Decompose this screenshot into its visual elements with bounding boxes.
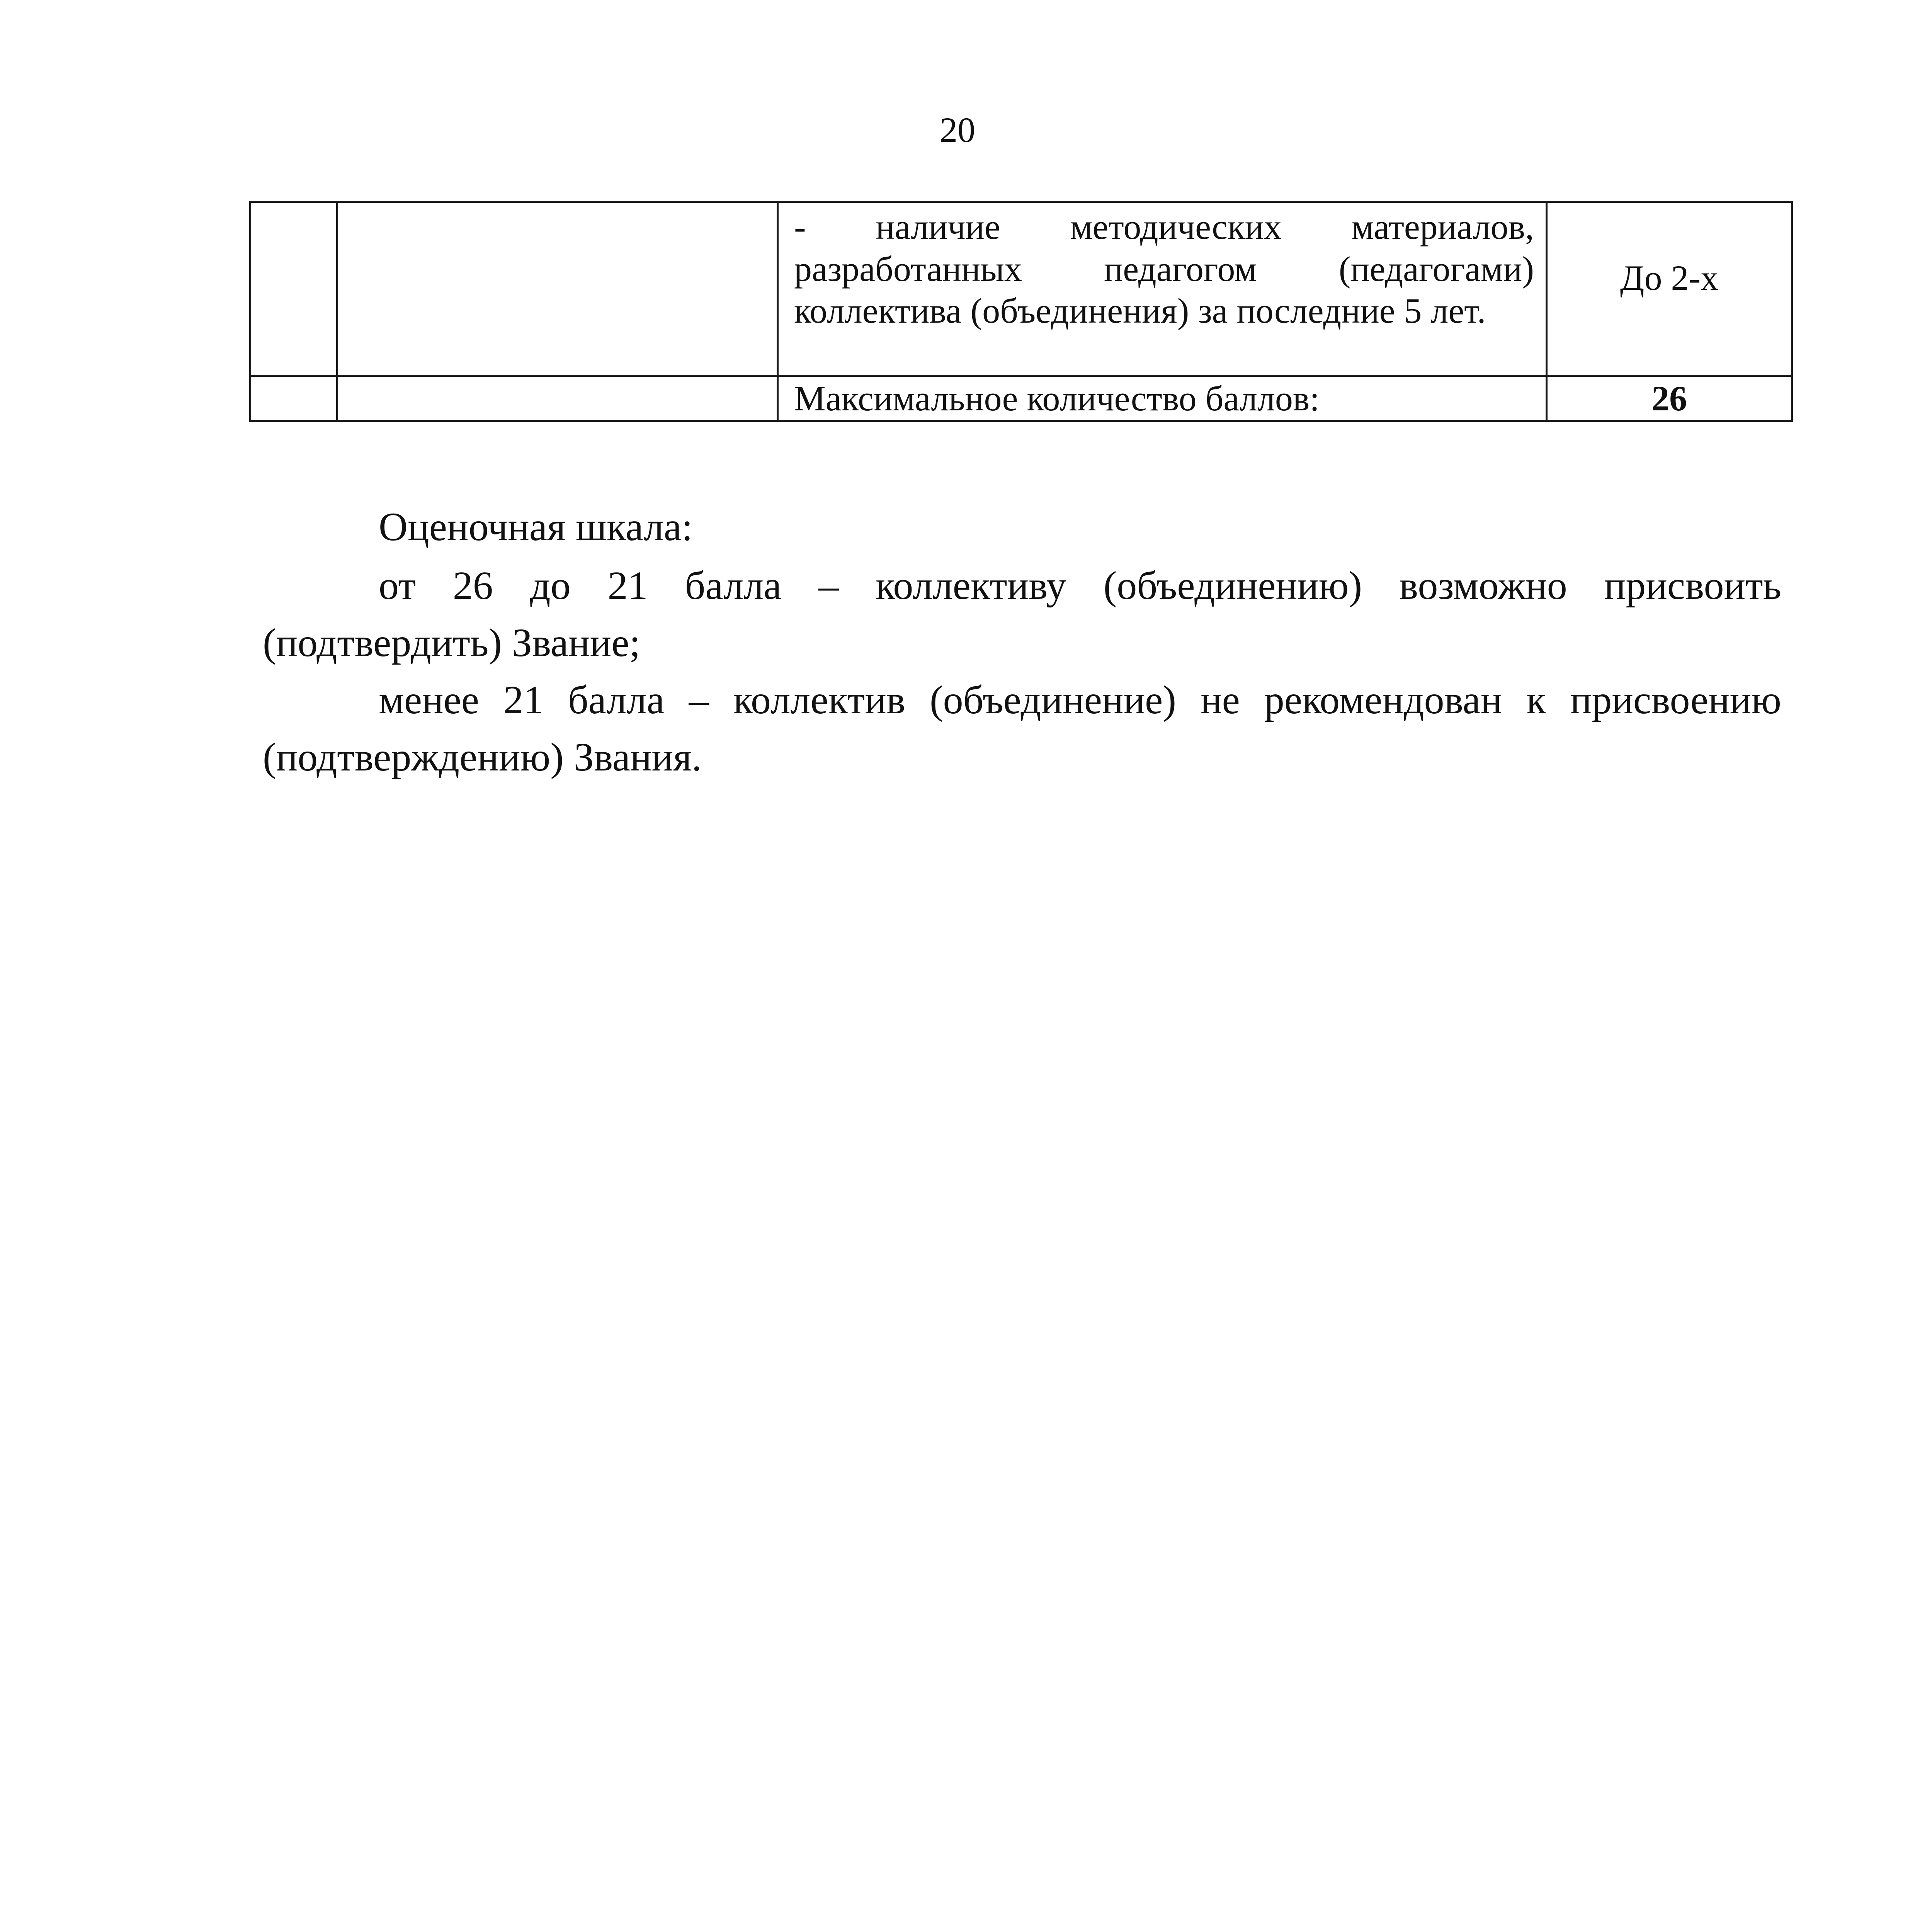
total-label: Максимальное количество баллов: <box>778 376 1547 421</box>
scale-item-1: от 26 до 21 балла – коллективу (объединению) возможно присвоить (подтвердить) Звание; <box>263 563 1781 665</box>
total-number-cell <box>250 376 337 421</box>
number-cell <box>250 202 337 376</box>
page-number: 20 <box>940 110 975 150</box>
scale-item-2: менее 21 балла – коллектив (объединение) не рекомендован к присвоению (подтверждению) Звания. <box>263 678 1781 779</box>
description-cell: - наличие методических материалов, разработанных педагогом (педагогами) коллектива (объединения) за последние 5 лет. <box>778 202 1547 376</box>
scale-heading: Оценочная шкала: <box>379 505 693 549</box>
total-value: 26 <box>1547 376 1792 421</box>
score-cell: До 2-х <box>1547 202 1792 376</box>
total-criterion-cell <box>337 376 778 421</box>
table-row <box>250 202 1792 376</box>
total-row <box>250 376 1792 421</box>
criterion-cell <box>337 202 778 376</box>
criteria-table <box>249 201 1793 422</box>
evaluation-scale <box>263 498 1781 786</box>
